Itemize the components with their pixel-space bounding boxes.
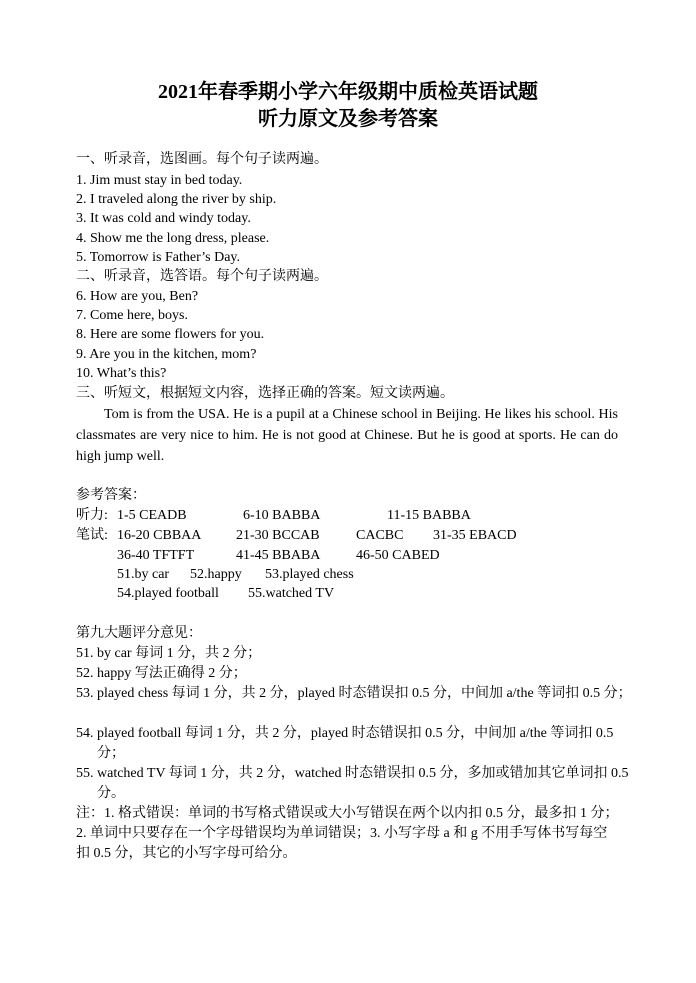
- listening-label: 听力:: [76, 508, 108, 523]
- list-item: 9. Are you in the kitchen, mom?: [76, 347, 257, 362]
- grading-item: 51. by car 每词 1 分，共 2 分；: [76, 646, 262, 661]
- answer-group: CACBC: [356, 528, 404, 543]
- answer-group: 53.played chess: [265, 567, 354, 582]
- answer-group: 16-20 CBBAA: [117, 528, 202, 543]
- answer-group: 52.happy: [190, 567, 242, 582]
- list-item: 5. Tomorrow is Father’s Day.: [76, 250, 241, 265]
- answer-group: 6-10 BABBA: [243, 508, 321, 523]
- grading-item: 53. played chess 每词 1 分，共 2 分，played 时态错误扣 0.5 分，中间加 a/the 等词扣 0.5 分；: [76, 686, 632, 701]
- answer-group: 55.watched TV: [248, 586, 335, 601]
- document-subtitle: 听力原文及参考答案: [258, 108, 438, 130]
- grading-heading: 第九大题评分意见：: [76, 626, 202, 641]
- list-item: 4. Show me the long dress, please.: [76, 231, 270, 246]
- section1-heading: 一、听录音，选图画。每个句子读两遍。: [76, 152, 328, 167]
- answer-group: 41-45 BBABA: [236, 548, 321, 563]
- list-item: 10. What’s this?: [76, 366, 167, 381]
- list-item: 7. Come here, boys.: [76, 308, 188, 323]
- answer-group: 11-15 BABBA: [387, 508, 471, 523]
- answer-group: 46-50 CABED: [356, 548, 440, 563]
- grading-item: 52. happy 写法正确得 2 分；: [76, 666, 247, 681]
- answer-group: 51.by car: [117, 567, 170, 582]
- list-item: 8. Here are some flowers for you.: [76, 327, 265, 342]
- grading-item: 54. played football 每词 1 分，共 2 分，played 时态错误扣 0.5 分，中间加 a/the 等词扣 0.5 分；: [76, 726, 614, 761]
- listening-passage: Tom is from the USA. He is a pupil at a Chinese school in Beijing. He likes his school. His classmates are very nice to him. He is not good at Chinese. But he is good at sports. He can do high jump well.: [76, 407, 618, 464]
- list-item: 2. I traveled along the river by ship.: [76, 192, 277, 207]
- list-item: 3. It was cold and windy today.: [76, 211, 251, 226]
- document-title: 2021年春季期小学六年级期中质检英语试题: [158, 81, 538, 103]
- section3-heading: 三、听短文，根据短文内容，选择正确的答案。短文读两遍。: [76, 386, 454, 401]
- list-item: 6. How are you, Ben?: [76, 289, 199, 304]
- answer-group: 21-30 BCCAB: [236, 528, 320, 543]
- written-label: 笔试:: [76, 528, 108, 543]
- answer-group: 31-35 EBACD: [433, 528, 517, 543]
- grading-item: 55. watched TV 每词 1 分，共 2 分，watched 时态错误扣 0.5 分，多加或错加其它单词扣 0.5 分。: [76, 766, 629, 801]
- grading-note: 注：1. 格式错误：单词的书写格式错误或大小写错误在两个以内扣 0.5 分，最多扣 1 分；2. 单词中只要存在一个字母错误均为单词错误；3. 小写字母 a 和 g 不用手写体书写每空扣 0.5 分，其它的小写字母可给分。: [76, 806, 619, 861]
- answer-group: 36-40 TFTFT: [117, 548, 195, 563]
- answers-heading: 参考答案：: [76, 488, 146, 503]
- list-item: 1. Jim must stay in bed today.: [76, 173, 243, 188]
- answer-group: 54.played football: [117, 586, 219, 601]
- answer-group: 1-5 CEADB: [117, 508, 187, 523]
- section2-heading: 二、听录音，选答语。每个句子读两遍。: [76, 269, 328, 284]
